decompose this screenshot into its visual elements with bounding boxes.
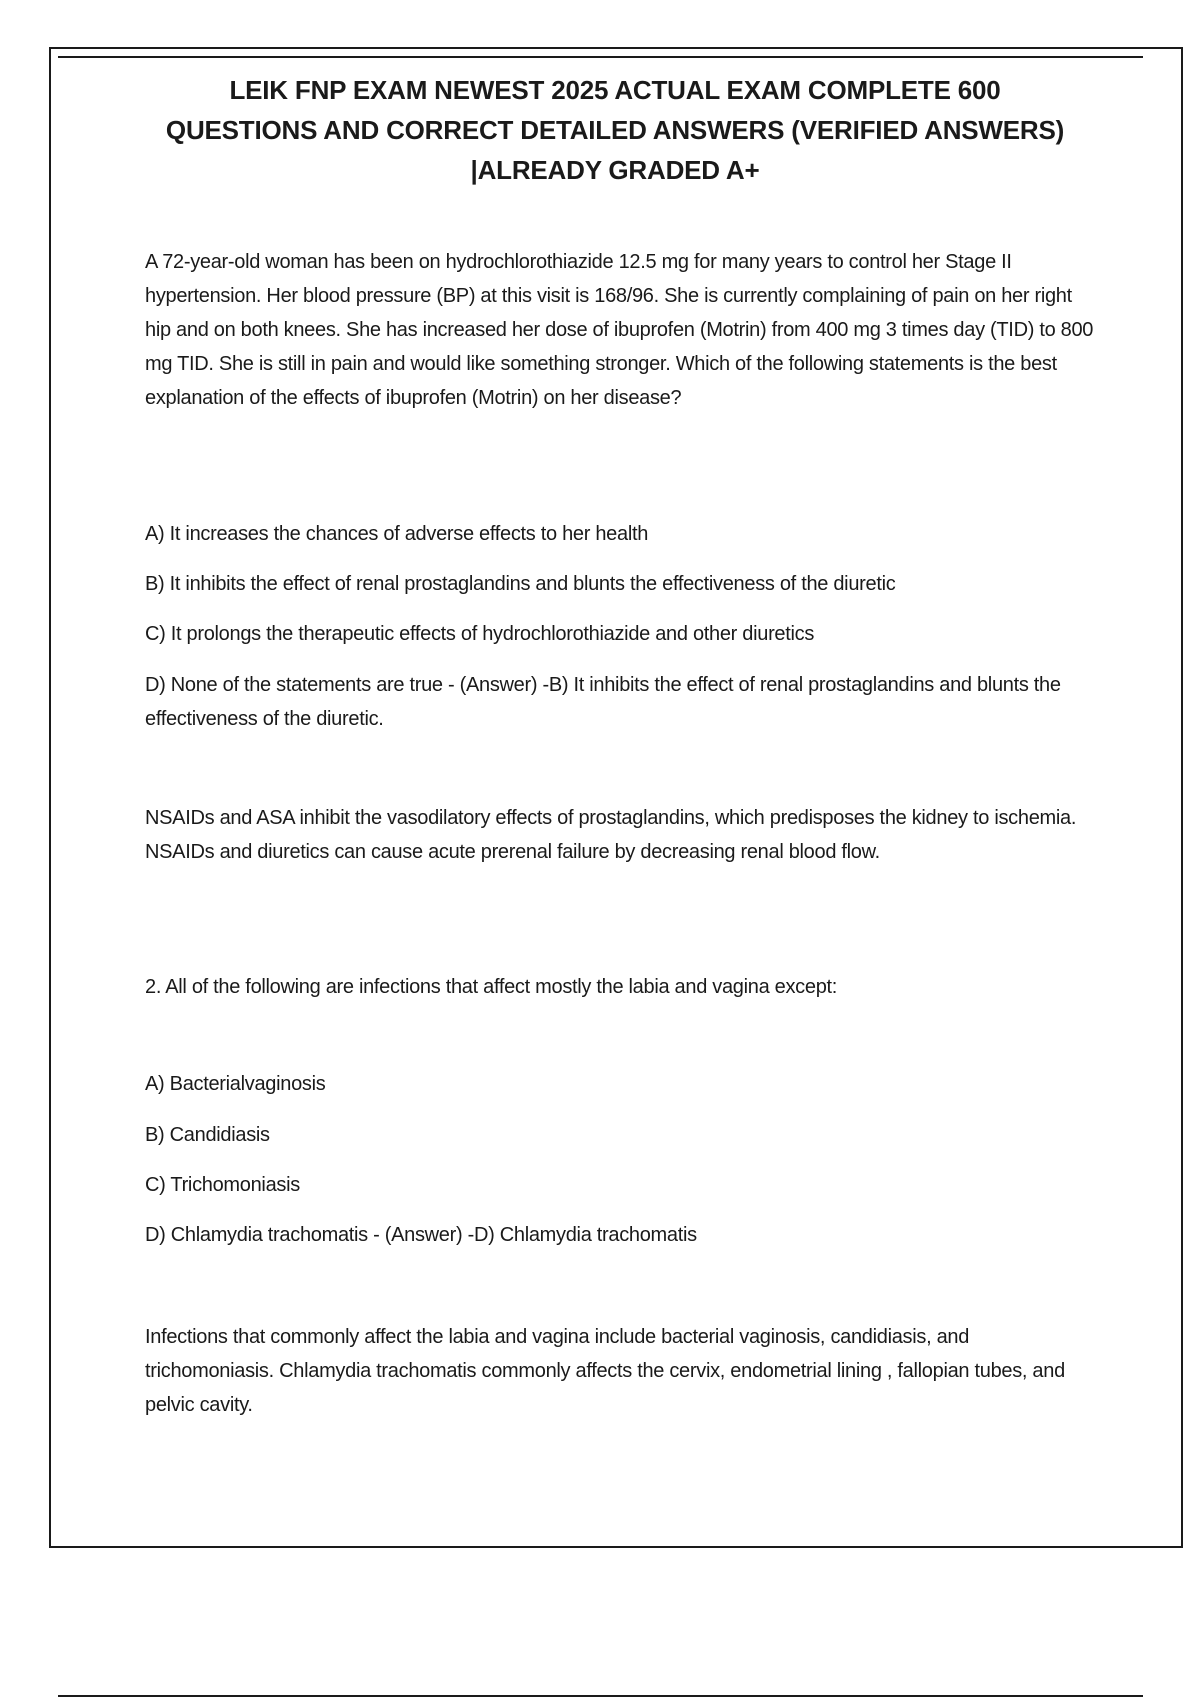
question-2-option-b: B) Candidiasis bbox=[145, 1124, 270, 1146]
bottom-divider bbox=[58, 1695, 1143, 1697]
question-2-option-d: D) Chlamydia trachomatis - (Answer) -D) Chlamydia trachomatis bbox=[145, 1224, 697, 1246]
question-1-stem: A 72-year-old woman has been on hydrochlorothiazide 12.5 mg for many years to control her Stage II hypertension. Her blood pressure (BP) at this visit is 168/96. She is currently complaining of pain on her right hip and on both knees. She has increased her dose of ibuprofen (Motrin) from 400 mg 3 times day (TID) to 800 mg TID. She is still in pain and would like something stronger. Which of the following statements is the best explanation of the effects of ibuprofen (Motrin) on her disease? bbox=[145, 251, 1094, 409]
question-2-explanation: Infections that commonly affect the labia and vagina include bacterial vaginosis, candidiasis, and trichomoniasis. Chlamydia trachomatis commonly affects the cervix, endometrial lining , fallopian tubes, and pelvic cavity. bbox=[145, 1326, 1065, 1416]
question-2-option-c: C) Trichomoniasis bbox=[145, 1174, 300, 1196]
document-title bbox=[100, 70, 1130, 190]
question-1-option-c: C) It prolongs the therapeutic effects of hydrochlorothiazide and other diuretics bbox=[145, 623, 815, 645]
title-line-2: QUESTIONS AND CORRECT DETAILED ANSWERS (VERIFIED ANSWERS) bbox=[165, 115, 1065, 145]
top-divider bbox=[58, 56, 1143, 58]
title-line-3: |ALREADY GRADED A+ bbox=[470, 155, 760, 185]
question-1-option-d: D) None of the statements are true - (Answer) -B) It inhibits the effect of renal prostaglandins and blunts the effectiveness of the diuretic. bbox=[145, 674, 1061, 730]
question-1-option-a: A) It increases the chances of adverse effects to her health bbox=[145, 523, 649, 545]
question-1-option-b: B) It inhibits the effect of renal prostaglandins and blunts the effectiveness of the diuretic bbox=[145, 573, 896, 595]
title-line-1: LEIK FNP EXAM NEWEST 2025 ACTUAL EXAM COMPLETE 600 bbox=[229, 75, 1001, 105]
question-2-stem: 2. All of the following are infections that affect mostly the labia and vagina except: bbox=[145, 976, 838, 998]
question-1-explanation: NSAIDs and ASA inhibit the vasodilatory effects of prostaglandins, which predisposes the kidney to ischemia. NSAIDs and diuretics can cause acute prerenal failure by decreasing renal blood flow. bbox=[145, 807, 1077, 863]
question-2-option-a: A) Bacterialvaginosis bbox=[145, 1073, 326, 1095]
